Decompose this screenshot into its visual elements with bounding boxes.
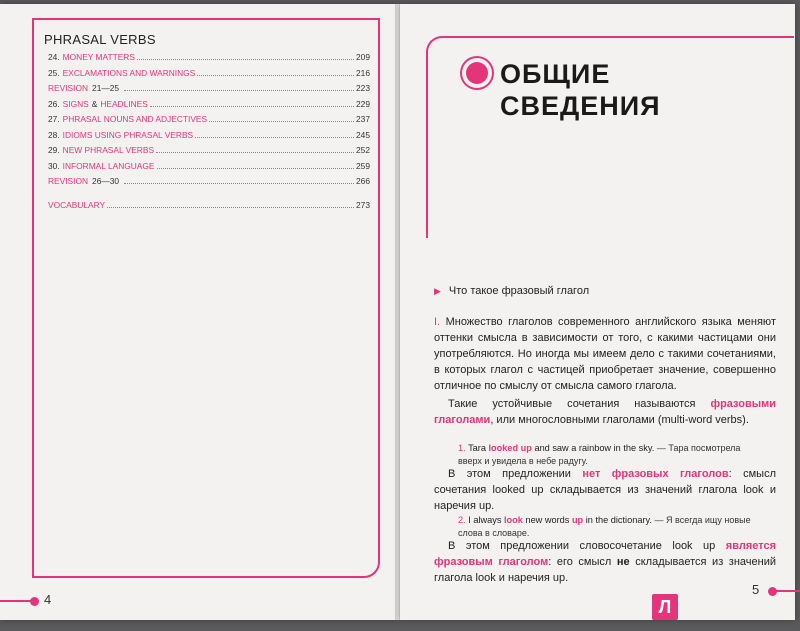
paragraph-3-highlight: нет фразовых глаголов (582, 468, 729, 480)
toc-row-number: 28. (48, 129, 60, 140)
toc-row-page: 229 (356, 98, 370, 109)
paragraph-4-text-a: В этом предложении словосочетание look up (448, 540, 716, 552)
toc-row-page: 237 (356, 114, 370, 124)
toc-row-number: 30. (48, 160, 60, 171)
toc-row (48, 68, 370, 84)
toc-row-leader-dots (107, 207, 354, 208)
toc-row-range: 26—30 (92, 176, 120, 186)
toc-list (48, 52, 370, 215)
toc-row-title-2: HEADLINES (100, 98, 148, 109)
toc-row (48, 161, 370, 177)
page-marker-dot-left (30, 597, 39, 606)
paragraph-4-text-b: : его смысл (548, 556, 612, 568)
toc-row-range: 21—25 (92, 83, 120, 93)
example-2-text-c: in the dictionary. (585, 515, 652, 525)
page-number-right: 5 (752, 582, 760, 597)
toc-row-leader-dots (156, 152, 354, 153)
paragraph-2-text-a: Такие устойчивые сочетания называются (448, 398, 696, 410)
toc-row-page: 216 (356, 67, 370, 78)
example-2-highlight-2: up (571, 515, 584, 525)
paragraph-2 (434, 396, 776, 428)
toc-row-leader-dots (197, 75, 354, 76)
toc-row-title: INFORMAL LANGUAGE (62, 160, 155, 171)
toc-row-page: 259 (356, 160, 370, 171)
toc-row-page: 245 (356, 129, 370, 140)
toc-row-leader-dots (124, 90, 354, 91)
toc-row-leader-dots (137, 59, 354, 60)
example-1-text-a: Tara (468, 443, 486, 453)
example-2-number: 2. (458, 515, 466, 525)
chapter-title-line1: ОБЩИЕ (500, 59, 611, 89)
page-number-left: 4 (44, 592, 52, 607)
toc-row-title: NEW PHRASAL VERBS (62, 145, 155, 155)
toc-row-page: 273 (356, 199, 370, 210)
toc-row-leader-dots (124, 183, 354, 184)
toc-row-title: MONEY MATTERS (62, 52, 135, 62)
toc-row-title: SIGNS (62, 98, 89, 109)
toc-row (48, 176, 370, 192)
paragraph-2-highlight: фразовыми глаголами (434, 398, 777, 426)
example-1-number: 1. (458, 443, 466, 453)
toc-row-title: REVISION (48, 176, 89, 186)
paragraph-2-text-b: , или многословными глаголами (multi-word verbs). (490, 414, 749, 426)
toc-row-number: 24. (48, 52, 60, 62)
toc-row (48, 99, 370, 115)
toc-row (48, 145, 370, 161)
toc-row-title: IDIOMS USING PHRASAL VERBS (62, 129, 194, 140)
paragraph-3-text-b: : смысл сочетания looked up складывается из значений глагола look и наречия up. (434, 468, 776, 512)
triangle-right-icon: ▶ (434, 286, 441, 296)
toc-row-number: 27. (48, 114, 60, 124)
paragraph-1 (434, 314, 776, 394)
toc-row-number: 26. (48, 98, 60, 109)
toc-row-leader-dots (150, 106, 354, 107)
section-heading (434, 285, 589, 297)
paragraph-1-number: I. (434, 316, 441, 328)
toc-row-leader-dots (157, 168, 355, 169)
paragraph-4 (434, 538, 776, 586)
toc-row-title: VOCABULARY (48, 199, 106, 210)
toc-row-page: 223 (356, 83, 370, 93)
paragraph-4-bold: не (616, 556, 630, 568)
toc-row-title: EXCLAMATIONS AND WARNINGS (62, 67, 196, 78)
toc-row-leader-dots (209, 121, 354, 122)
publisher-logo: Л (652, 594, 678, 620)
toc-row-leader-dots (195, 137, 354, 138)
page-marker-line-left (0, 600, 32, 602)
toc-row (48, 130, 370, 146)
toc-row (48, 52, 370, 68)
toc-row-page: 266 (356, 176, 370, 186)
page-marker-line-right (776, 590, 800, 592)
paragraph-3 (434, 466, 776, 514)
toc-row-page: 209 (356, 52, 370, 62)
toc-row-page: 252 (356, 145, 370, 155)
example-2-text-a: I always (468, 515, 502, 525)
example-1-text-b: and saw a rainbow in the sky. (534, 443, 655, 453)
toc-row-number: 29. (48, 145, 60, 155)
paragraph-4-text-c: складывается из значений глагола look и наречия up. (434, 556, 777, 584)
example-2-text-b: new words (525, 515, 570, 525)
toc-row (48, 200, 370, 216)
example-2-highlight-1: look (504, 515, 523, 525)
example-2-translation: — Я всегда ищу новые слова в словаре. (458, 515, 751, 538)
chapter-title (500, 58, 661, 122)
paragraph-4-highlight: является фразовым глаголом (434, 540, 776, 568)
toc-row-title: REVISION (48, 83, 89, 93)
toc-row-ampersand: & (91, 98, 98, 109)
chapter-title-line2: СВЕДЕНИЯ (500, 91, 661, 121)
toc-row (48, 83, 370, 99)
paragraph-1-text: Множество глаголов современного английского языка меняют оттенки смысла в зависимости от того, с какими частицами они употребляются. Но иногда мы имеем дело с такими сочетаниями, в которых глагол с частицей приобретает значение, совершенно отличное по смыслу от смысла самого глагола. (434, 316, 776, 392)
toc-row-title: PHRASAL NOUNS AND ADJECTIVES (62, 114, 208, 124)
chapter-bullet-icon (466, 62, 488, 84)
example-1 (458, 442, 758, 468)
toc-header: PHRASAL VERBS (44, 32, 156, 47)
section-heading-text: Что такое фразовый глагол (448, 285, 590, 297)
toc-row-number: 25. (48, 67, 60, 78)
toc-row (48, 114, 370, 130)
example-1-translation: — Тара посмотрела вверх и увидела в небе радугу. (458, 443, 741, 466)
example-2 (458, 514, 758, 540)
example-1-highlight: looked up (488, 443, 532, 453)
paragraph-3-text-a: В этом предложении (448, 468, 571, 480)
